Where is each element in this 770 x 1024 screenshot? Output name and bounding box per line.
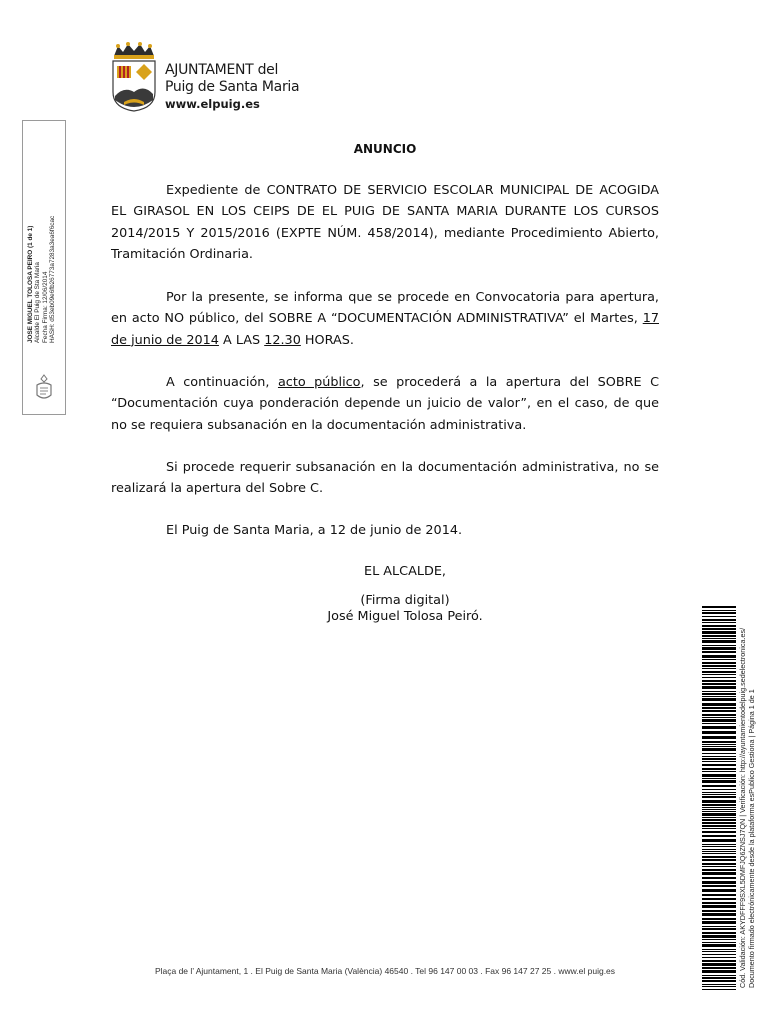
barcode-bar: [702, 764, 736, 766]
barcode-bar: [702, 863, 736, 865]
barcode-bar: [702, 960, 736, 962]
barcode-bar: [702, 631, 736, 634]
barcode-bar: [702, 921, 736, 924]
signature-stamp-text: [27, 48, 71, 343]
barcode-bar: [702, 771, 736, 772]
barcode-bar: [702, 710, 736, 712]
barcode-bar: [702, 683, 736, 685]
barcode-bar: [702, 970, 736, 973]
barcode-bar: [702, 796, 736, 798]
barcode-bar: [702, 980, 736, 982]
barcode-bar: [702, 792, 736, 793]
barcode-bar: [702, 774, 736, 777]
p2-text-a: Por la presente, se informa que se procede en Convocatoria para apertura, en acto NO público, del SOBRE A “DOCUMENTACIÓN ADMINISTRATIVA” el Martes,: [111, 290, 659, 327]
barcode-bar: [702, 693, 736, 695]
barcode-bar: [702, 804, 736, 806]
barcode-bar: [702, 736, 736, 739]
barcode-bar: [702, 835, 736, 837]
barcode-bar: [702, 789, 736, 790]
validation-code-line: Cód. Validación: AKYDFFF9SXL5DMFJQ6ZNSJ7QN | Verificación: http://ayuntamientodelpuig.sedelectronica.es/: [738, 627, 747, 988]
barcode-bar: [702, 819, 736, 821]
barcode-bar: [702, 811, 736, 812]
barcode-bar: [702, 714, 736, 716]
barcode-bar: [702, 963, 736, 966]
barcode-bar: [702, 785, 736, 787]
barcode-bar: [702, 894, 736, 896]
barcode-bar: [702, 794, 736, 795]
barcode-bar: [702, 928, 736, 930]
barcode-bar: [702, 989, 736, 990]
barcode-bar: [702, 707, 736, 709]
barcode-bar: [702, 680, 736, 682]
barcode-bar: [702, 616, 736, 617]
paragraph-expediente: Expediente de CONTRATO DE SERVICIO ESCOLAR MUNICIPAL DE ACOGIDA EL GIRASOL EN LOS CEIPS DE EL PUIG DE SANTA MARIA DURANTE LOS CURSOS 2014/2015 Y 2015/2016 (EXPTE NÚM. 458/2014), mediante Procedimiento Abierto, Tramitación Ordinaria.: [111, 183, 659, 263]
barcode-bar: [702, 800, 736, 803]
p2-text-b: A LAS: [218, 332, 265, 348]
barcode-bar: [702, 744, 736, 745]
barcode-bar: [702, 822, 736, 824]
barcode-bar: [702, 986, 736, 987]
barcode-bar: [702, 975, 736, 976]
barcode-bar: [702, 665, 736, 667]
barcode-bar: [702, 780, 736, 783]
barcode-bar: [702, 889, 736, 892]
opening-time: 12.30: [264, 332, 301, 348]
barcode-bar: [702, 954, 736, 955]
barcode-bar: [702, 691, 736, 692]
barcode-bar: [702, 951, 736, 952]
barcode-bar: [702, 671, 736, 673]
barcode-bar: [702, 869, 736, 871]
barcode-bar: [702, 698, 736, 701]
p2-text-c: HORAS.: [300, 332, 354, 348]
barcode-bar: [702, 625, 736, 627]
barcode-bar: [702, 942, 736, 943]
barcode-bar: [702, 610, 736, 611]
barcode-bar: [702, 828, 736, 829]
barcode-bar: [702, 731, 736, 734]
digital-signature-stamp: [22, 120, 66, 415]
barcode-bar: [702, 659, 736, 660]
barcode-bar: [702, 926, 736, 927]
barcode-bar: [702, 817, 736, 818]
acto-publico: acto público: [277, 375, 361, 390]
barcode-bar: [702, 932, 736, 934]
barcode-bar: [702, 686, 736, 689]
barcode-bar: [702, 703, 736, 706]
barcode-bar: [702, 844, 736, 845]
barcode-bar: [702, 645, 736, 646]
barcode-bar: [702, 825, 736, 827]
barcode-bar: [702, 640, 736, 643]
barcode-bar: [702, 872, 736, 875]
barcode-bar: [702, 839, 736, 842]
paragraph-convocatoria: [111, 287, 659, 351]
barcode-bar: [702, 606, 736, 608]
barcode-bar: [702, 619, 736, 621]
barcode-bar: [702, 768, 736, 770]
barcode-bar: [702, 723, 736, 724]
document-title: ANUNCIO: [353, 142, 417, 156]
municipal-coat-of-arms-logo: [108, 42, 160, 112]
barcode-bar: [702, 898, 736, 900]
barcode-bar: [702, 696, 736, 697]
signature-signer: JOSE MIGUEL TOLOSA PEIRO (1 de 1): [27, 225, 34, 343]
barcode-bar: [702, 846, 736, 847]
barcode-bar: [702, 655, 736, 658]
barcode-bar: [702, 761, 736, 762]
barcode-bar: [702, 939, 736, 940]
barcode-bar: [702, 849, 736, 850]
paragraph-subsanacion: Si procede requerir subsanación en la documentación administrativa, no se realizará la apertura del Sobre C.: [111, 460, 659, 497]
barcode-bar: [702, 807, 736, 808]
p3-text-a: A continuación,: [166, 375, 278, 390]
barcode-bar: [702, 881, 736, 884]
signature-seal-icon: [31, 373, 57, 403]
barcode-bar: [702, 809, 736, 810]
barcode-bar: [702, 957, 736, 958]
barcode-bar: [702, 651, 736, 653]
barcode-bar: [702, 668, 736, 669]
barcode-bar: [702, 935, 736, 938]
page-footer-address: Plaça de l’ Ajuntament, 1 . El Puig de Santa Maria (València) 46540 . Tel 96 147 00 03 . Fax 96 147 27 25 . www.el puig.es: [154, 966, 616, 976]
barcode-bar: [702, 977, 736, 979]
barcode-bar: [702, 612, 736, 614]
barcode-bar: [702, 918, 736, 920]
barcode-bar: [702, 831, 736, 833]
barcode-bar: [702, 717, 736, 718]
barcode-bar: [702, 628, 736, 630]
barcode-bar: [702, 726, 736, 729]
barcode-bar: [702, 647, 736, 650]
barcode-bar: [702, 778, 736, 779]
barcode-bar: [702, 913, 736, 916]
validation-platform-line: Documento firmado electrónicamente desde la plataforma esPublico Gestiona | Página 1 de 1: [747, 689, 756, 988]
signature-note: (Firma digital): [360, 593, 450, 608]
barcode-bar: [702, 853, 736, 854]
barcode-bar: [702, 758, 736, 760]
barcode-bar: [702, 746, 736, 747]
barcode-bar: [702, 944, 736, 947]
barcode-bar: [702, 719, 736, 722]
barcode-bar: [702, 756, 736, 757]
signer-name: José Miguel Tolosa Peiró.: [327, 609, 483, 624]
barcode-bar: [702, 877, 736, 879]
barcode-bar: [702, 902, 736, 904]
org-website[interactable]: www.elpuig.es: [165, 97, 260, 111]
p3-text-b: , se procederá a la apertura del SOBRE C “Documentación cuya ponderación depende un juicio de valor”, en el caso, de que no se requiera subsanación en la documentación administrativa.: [111, 375, 660, 433]
org-name-line2: Puig de Santa Maria: [165, 79, 300, 95]
barcode-bar: [702, 662, 736, 664]
barcode-bar: [702, 984, 736, 985]
barcode-bar: [702, 635, 736, 637]
validation-text: [738, 593, 760, 988]
barcode-bar: [702, 949, 736, 950]
barcode-bar: [702, 856, 736, 858]
barcode-bar: [702, 677, 736, 678]
barcode-bar: [702, 910, 736, 912]
barcode-bar: [702, 967, 736, 969]
barcode-bar: [702, 813, 736, 816]
barcode-bar: [702, 885, 736, 887]
org-name-line1: AJUNTAMENT del: [165, 62, 279, 78]
barcode-bar: [702, 674, 736, 675]
barcode-bar: [702, 859, 736, 861]
paragraph-continuacion: [111, 372, 659, 436]
validation-barcode: [702, 606, 736, 990]
signer-role: EL ALCALDE,: [364, 564, 446, 579]
paragraph-place-date: El Puig de Santa Maria, a 12 de junio de 2014.: [166, 523, 463, 538]
signature-date: Fecha Firma: 12/06/2014: [41, 271, 49, 343]
signature-role: Alcalde El Puig de Sta Maria: [34, 262, 42, 343]
opening-date: 17 de junio de 2014: [111, 311, 659, 348]
barcode-bar: [702, 622, 736, 623]
barcode-bar: [702, 638, 736, 639]
barcode-bar: [702, 905, 736, 908]
barcode-bar: [702, 748, 736, 751]
barcode-bar: [702, 851, 736, 852]
barcode-bar: [702, 741, 736, 743]
barcode-bar: [702, 753, 736, 754]
signature-hash: HASH: d53eb09e6fb26773a7283a3ea6f6cac: [49, 215, 57, 343]
barcode-bar: [702, 866, 736, 867]
